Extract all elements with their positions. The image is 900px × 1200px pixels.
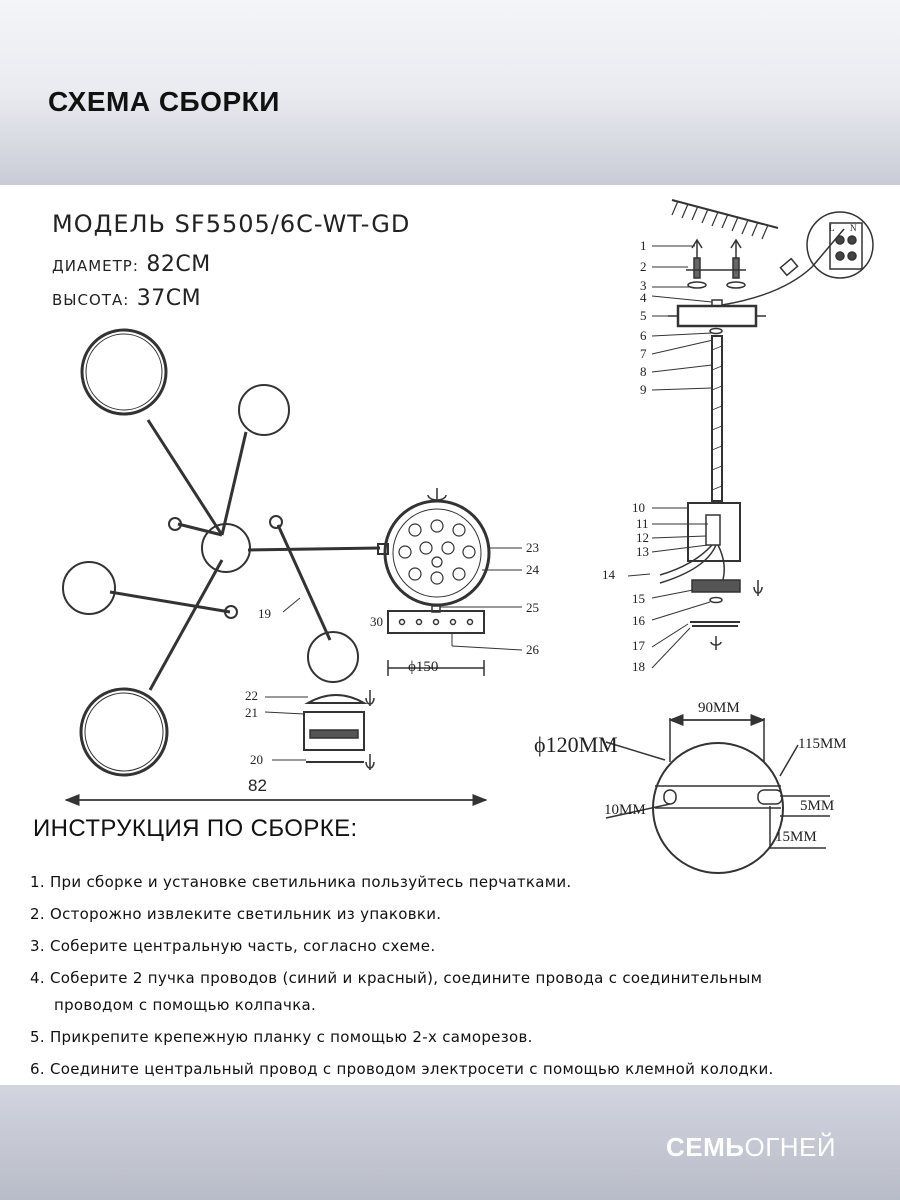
left-callout-20: 20 xyxy=(250,752,263,767)
instruction-step: 1. При сборке и установке светильника пользуйтесь перчатками. xyxy=(30,873,572,891)
right-callout-5: 5 xyxy=(640,308,647,323)
right-callout-13: 13 xyxy=(636,544,649,559)
brand-logo xyxy=(666,1132,836,1163)
left-callout-26: 26 xyxy=(526,642,539,657)
plate-edge-label: 115MM xyxy=(798,736,847,752)
right-callout-6: 6 xyxy=(640,328,647,343)
right-callout-12: 12 xyxy=(636,530,649,545)
right-callout-8: 8 xyxy=(640,364,647,379)
left-callout-23: 23 xyxy=(526,540,539,555)
right-callout-3: 3 xyxy=(640,278,647,293)
right-callout-7: 7 xyxy=(640,346,647,361)
wire-label-n: N xyxy=(850,223,857,233)
diameter-label: ДИАМЕТР: xyxy=(52,257,139,275)
instruction-step: 5. Прикрепите крепежную планку с помощью 2-х саморезов. xyxy=(30,1028,533,1046)
left-callout-19: 19 xyxy=(258,606,271,621)
right-callout-17: 17 xyxy=(632,638,645,653)
right-callout-4: 4 xyxy=(640,290,647,305)
left-callout-24: 24 xyxy=(526,562,539,577)
left-callout-30: 30 xyxy=(370,614,383,629)
right-callout-1: 1 xyxy=(640,238,647,253)
flange-diameter-label: ϕ150 xyxy=(408,659,439,675)
plate-slot-right-a-label: 5MM xyxy=(800,798,835,814)
right-callout-11: 11 xyxy=(636,516,649,531)
right-callout-15: 15 xyxy=(632,591,645,606)
plate-diameter-label: ϕ120MM xyxy=(534,732,618,757)
left-callout-22: 22 xyxy=(245,688,258,703)
brand-bold: СЕМЬ xyxy=(666,1132,745,1162)
instruction-step: 2. Осторожно извлеките светильник из упаковки. xyxy=(30,905,442,923)
plate-slot-left-label: 10MM xyxy=(604,802,646,818)
width-dimension-label: 82 xyxy=(248,776,267,795)
diameter-value: 82СМ xyxy=(146,252,211,277)
right-callout-10: 10 xyxy=(632,500,645,515)
right-callout-16: 16 xyxy=(632,613,645,628)
right-callout-18: 18 xyxy=(632,659,645,674)
plate-slot-right-b-label: 15MM xyxy=(775,829,817,845)
brand-light: ОГНЕЙ xyxy=(744,1132,837,1162)
right-callout-9: 9 xyxy=(640,382,647,397)
height-value: 37СМ xyxy=(136,286,202,311)
height-label: ВЫСОТА: xyxy=(52,291,130,309)
right-callout-14: 14 xyxy=(602,567,615,582)
left-callout-21: 21 xyxy=(245,705,258,720)
right-callout-2: 2 xyxy=(640,259,647,274)
instruction-step: 4. Соберите 2 пучка проводов (синий и красный), соедините провода с соединительным xyxy=(30,969,763,987)
left-callout-25: 25 xyxy=(526,600,539,615)
wire-label-l: L xyxy=(829,223,835,233)
instructions-title: ИНСТРУКЦИЯ ПО СБОРКЕ: xyxy=(33,815,358,842)
model-name: МОДЕЛЬ SF5505/6C-WT-GD xyxy=(52,210,411,238)
page-title: СХЕМА СБОРКИ xyxy=(48,86,280,117)
instruction-step-continued: проводом с помощью колпачка. xyxy=(54,996,317,1014)
instruction-step: 3. Соберите центральную часть, согласно схеме. xyxy=(30,937,436,955)
plate-width-label: 90MM xyxy=(698,700,740,716)
instruction-step: 6. Соедините центральный провод с проводом электросети с помощью клемной колодки. xyxy=(30,1060,774,1078)
